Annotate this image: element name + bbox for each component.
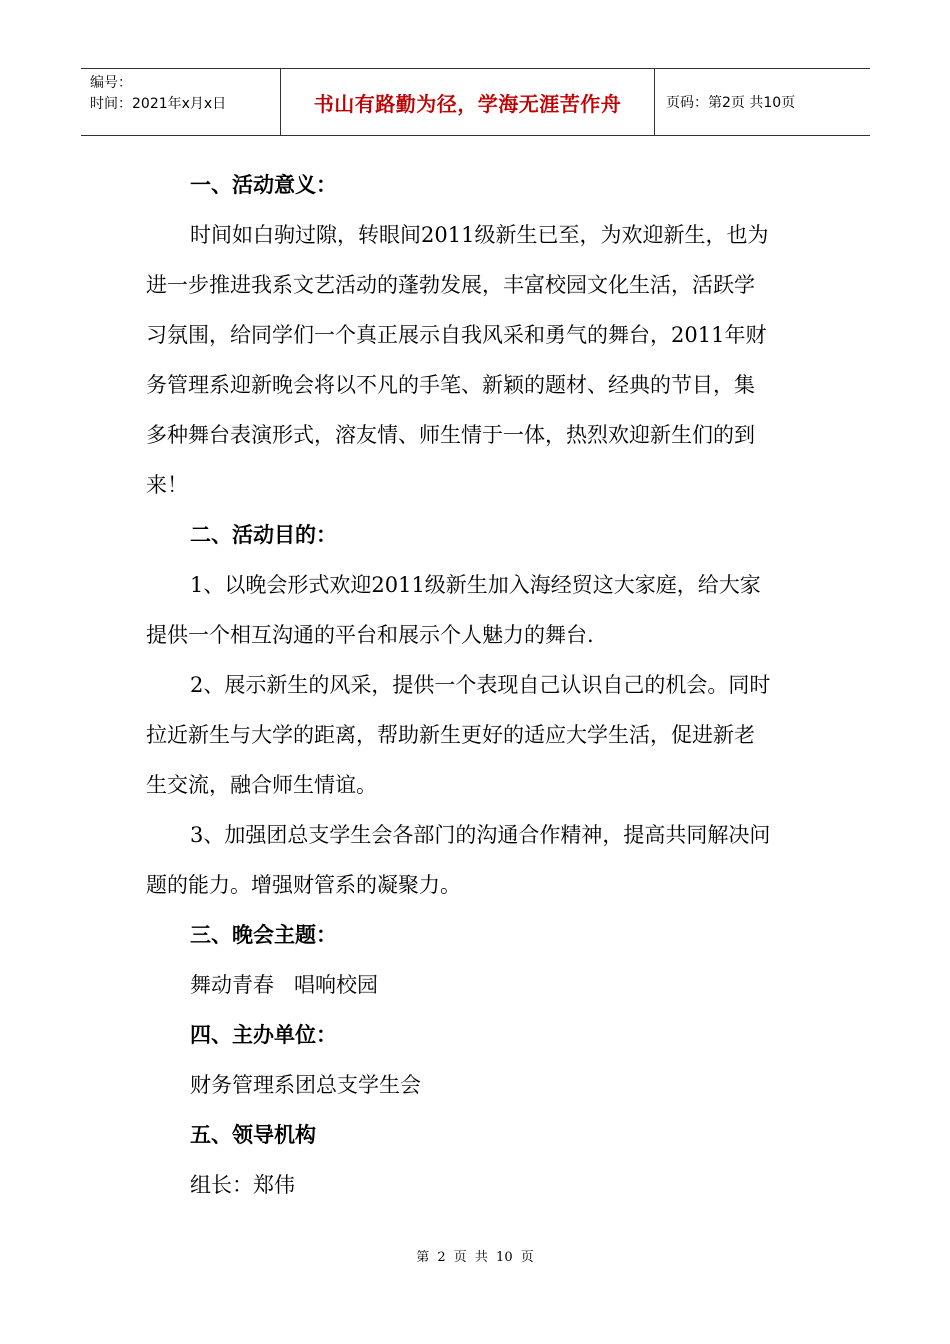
document-header [81,68,870,136]
paragraph-line: 1、以晚会形式欢迎2011级新生加入海经贸这大家庭，给大家 [190,573,761,597]
paragraph-line: 组长：郑伟 [190,1173,295,1197]
section-heading-leadership: 五、领导机构 [190,1123,316,1147]
header-page-info: 页码：第2页 共10页 [666,95,796,111]
section-heading-theme: 三、晚会主题： [190,923,337,947]
header-meta-cell [81,69,281,135]
paragraph-line: 题的能力。增强财管系的凝聚力。 [146,873,461,897]
page-footer: 第 2 页 共 10 页 [416,1250,534,1265]
paragraph-line: 生交流，融合师生情谊。 [146,773,377,797]
paragraph-line: 多种舞台表演形式，溶友情、师生情于一体，热烈欢迎新生们的到 [146,423,755,447]
paragraph-line: 3、加强团总支学生会各部门的沟通合作精神，提高共同解决问 [190,823,771,847]
paragraph-line: 拉近新生与大学的距离，帮助新生更好的适应大学生活，促进新老 [146,723,755,747]
section-heading-significance: 一、活动意义： [190,173,337,197]
paragraph-line: 进一步推进我系文艺活动的蓬勃发展，丰富校园文化生活，活跃学 [146,273,755,297]
section-heading-organizer: 四、主办单位： [190,1023,337,1047]
paragraph-line: 来！ [146,473,188,497]
paragraph-line: 舞动青春 唱响校园 [190,973,379,997]
document-date: 时间：2021年x月x日 [90,96,227,112]
paragraph-line: 时间如白驹过隙，转眼间2011级新生已至，为欢迎新生，也为 [190,223,769,247]
paragraph-line: 务管理系迎新晚会将以不凡的手笔、新颖的题材、经典的节目，集 [146,373,755,397]
document-number-label: 编号： [90,75,132,91]
header-motto: 书山有路勤为径，学海无涯苦作舟 [313,91,622,116]
paragraph-line: 2、展示新生的风采，提供一个表现自己认识自己的机会。同时 [190,673,771,697]
paragraph-line: 提供一个相互沟通的平台和展示个人魅力的舞台. [146,623,594,647]
paragraph-line: 财务管理系团总支学生会 [190,1073,421,1097]
section-heading-purpose: 二、活动目的： [190,523,337,547]
header-motto-cell [281,69,655,135]
paragraph-line: 习氛围，给同学们一个真正展示自我风采和勇气的舞台，2011年财 [146,323,767,347]
